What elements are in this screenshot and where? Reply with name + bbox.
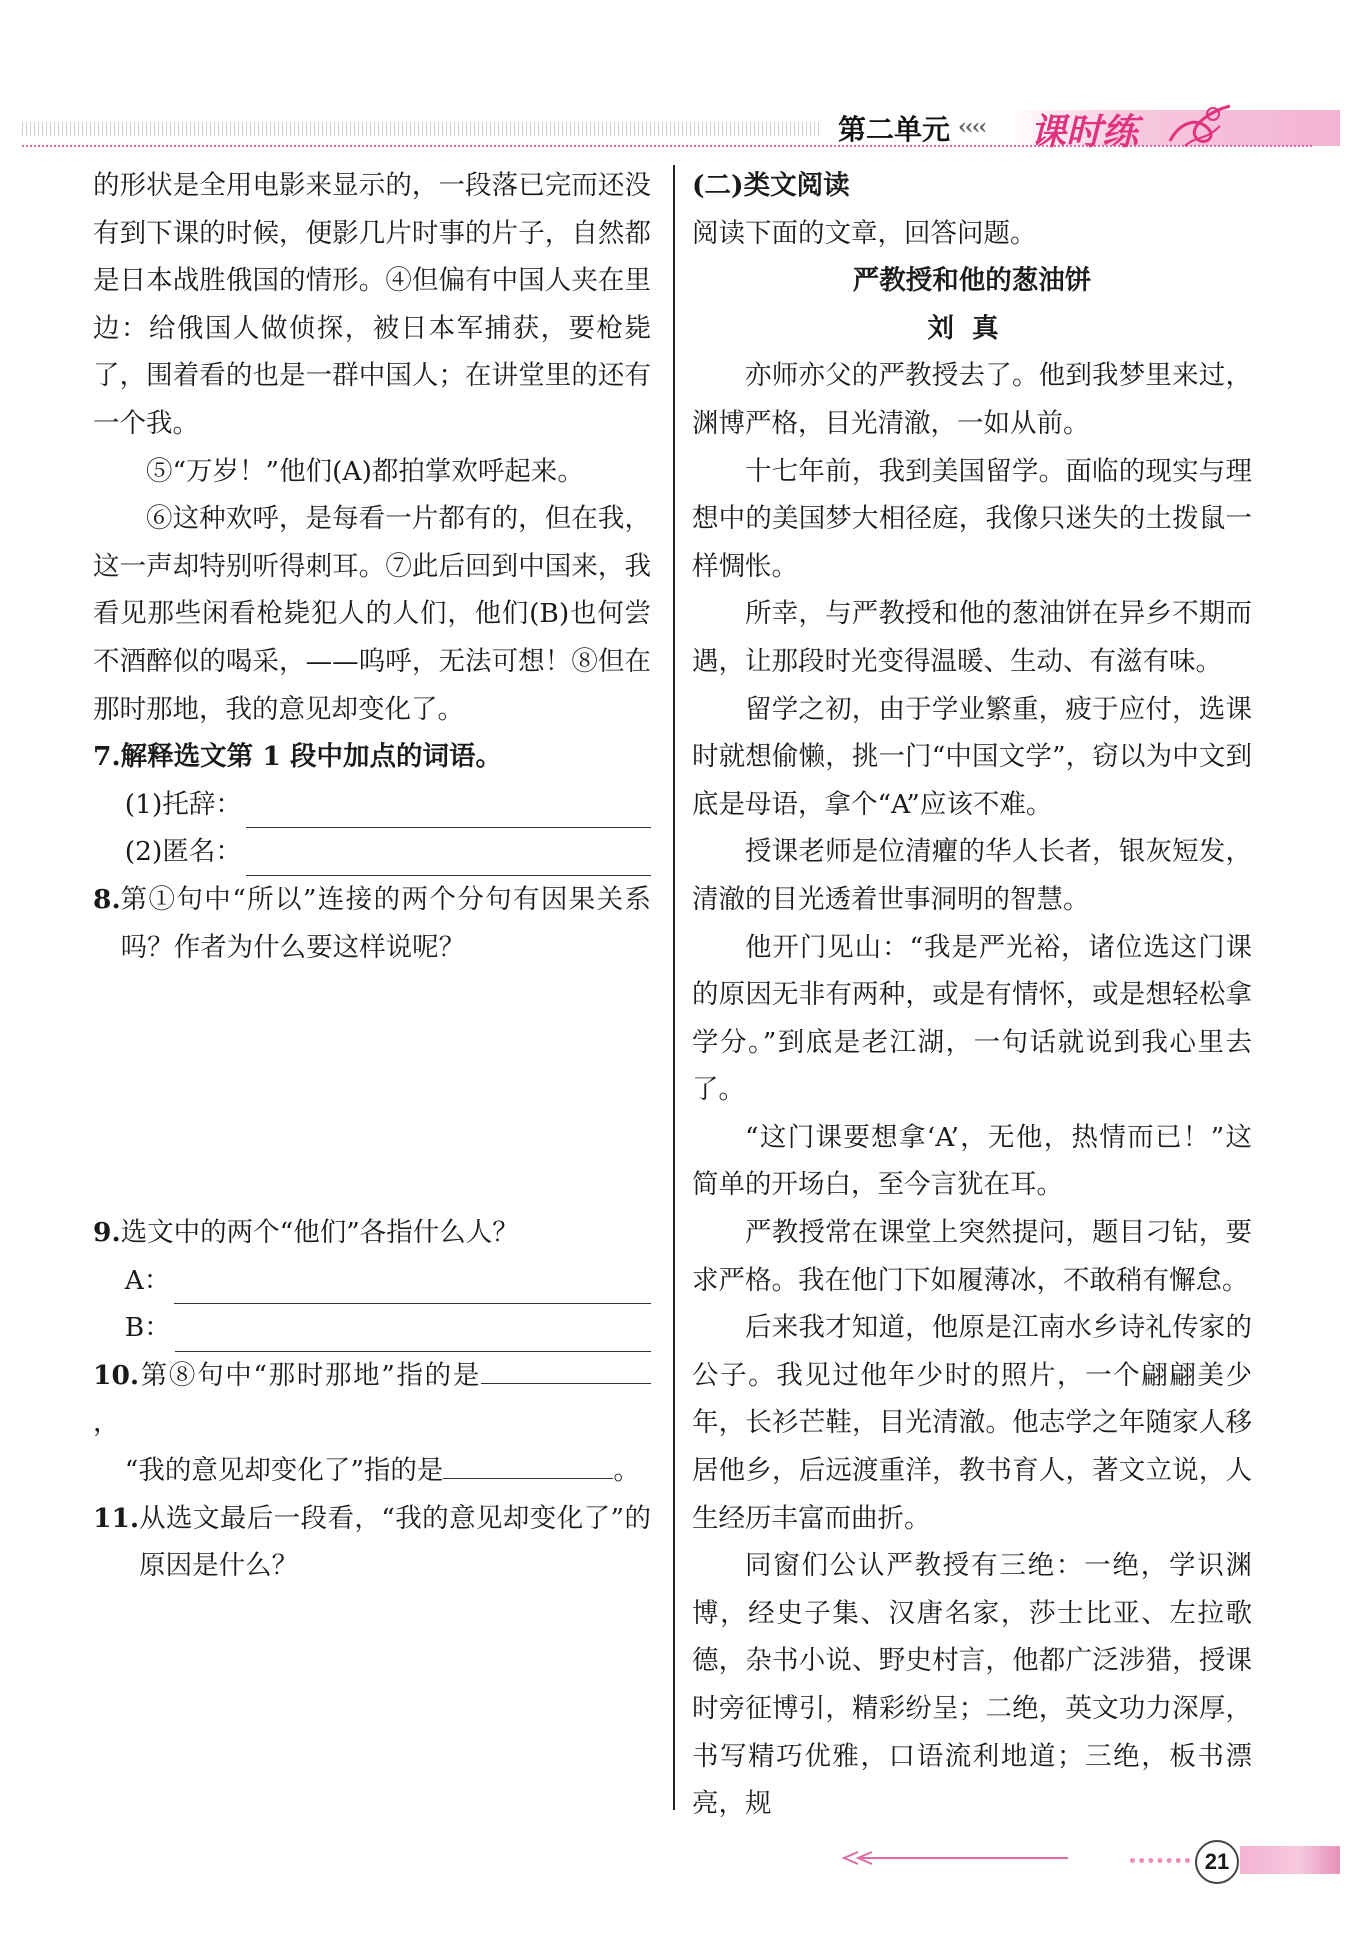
article-paragraph: 他开门见山：“我是严光裕，诸位选这门课的原因无非有两种，或是有情怀，或是想轻松拿学分。”到底是老江湖，一句话就说到我心里去了。 [692, 931, 1252, 1106]
article-paragraph: 后来我才知道，他原是江南水乡诗礼传家的公子。我见过他年少时的照片，一个翩翩美少年，长衫芒鞋，目光清澈。他志学之年随家人移居他乡，后远渡重洋，教书育人，著文立说，人生经历丰富而曲折。 [692, 1312, 1252, 1534]
answer-label: A： [124, 1264, 171, 1296]
article-paragraph: 严教授常在课堂上突然提问，题目刁钻，要求严格。我在他门下如履薄冰，不敢稍有懈怠。 [692, 1217, 1252, 1296]
article-paragraph: 所幸，与严教授和他的葱油饼在异乡不期而遇，让那段时光变得温暖、生动、有滋有味。 [692, 598, 1252, 677]
answer-blank[interactable] [481, 1353, 651, 1384]
question-9: 9.选文中的两个“他们”各指什么人？ [93, 1217, 519, 1249]
answer-row [93, 1304, 651, 1352]
answer-row [93, 1257, 651, 1305]
answer-blank[interactable] [443, 1448, 613, 1479]
arrow-left-icon [838, 1848, 1068, 1868]
footer-pink-band [1240, 1846, 1340, 1874]
question-11: 11. 从选文最后一段看，“我的意见却变化了”的原因是什么？ [93, 1502, 651, 1582]
passage-paragraph: ⑤“万岁！”他们(A)都拍掌欢呼起来。 [146, 455, 584, 487]
article-paragraph: 十七年前，我到美国留学。面临的现实与理想中的美国梦大相径庭，我像只迷失的土拨鼠一样惆怅。 [692, 455, 1252, 582]
brand-title: 课时练 [1030, 111, 1139, 153]
answer-line[interactable] [246, 789, 651, 828]
section-title: (二)类文阅读 [692, 170, 850, 201]
unit-title: 第二单元 [838, 113, 951, 146]
footer-dots [1130, 1858, 1190, 1863]
page-number: 21 [1195, 1840, 1239, 1884]
article-paragraph: 亦师亦父的严教授去了。他到我梦里来过，渊博严格，目光清澈，一如从前。 [692, 360, 1252, 439]
answer-row [93, 828, 651, 876]
answer-space[interactable] [93, 971, 651, 1209]
answer-row [93, 781, 651, 829]
question-10-line2: “我的意见却变化了”指的是 。 [93, 1447, 651, 1495]
header-hatch-decoration [22, 122, 822, 136]
article-paragraph: 授课老师是位清癯的华人长者，银灰短发，清澈的目光透着世事洞明的智慧。 [692, 836, 1252, 915]
question-10: 10.第⑧句中“那时那地”指的是， [93, 1352, 651, 1447]
answer-line[interactable] [174, 1265, 651, 1304]
left-column [93, 162, 651, 1590]
question-7: 7.解释选文第 1 段中加点的词语。 [93, 741, 503, 773]
passage-paragraph: ⑥这种欢呼，是每看一片都有的，但在我，这一声却特别听得刺耳。⑦此后回到中国来，我看见那些闲看枪毙犯人的人们，他们(B)也何尝不酒醉似的喝采，——呜呼，无法可想！⑧但在那时那地，我的意见却变化了。 [93, 503, 651, 725]
answer-line[interactable] [246, 837, 651, 876]
article-paragraph: “这门课要想拿‘A’，无他，热情而已！”这简单的开场白，至今言犹在耳。 [692, 1121, 1252, 1201]
right-column [692, 162, 1252, 1828]
answer-label: (1)托辞： [124, 788, 242, 820]
article-paragraph: 同窗们公认严教授有三绝：一绝，学识渊博，经史子集、汉唐名家，莎士比亚、左拉歌德，杂书小说、野史村言，他都广泛涉猎，授课时旁征博引，精彩纷呈；二绝，英文功力深厚，书写精巧优雅，口语流利地道；三绝，板书漂亮，规 [692, 1550, 1252, 1820]
article-title: 严教授和他的葱油饼 [852, 265, 1092, 297]
article-paragraph: 留学之初，由于学业繁重，疲于应付，选课时就想偷懒，挑一门“中国文学”，窃以为中文到底是母语，拿个“A”应该不难。 [692, 693, 1252, 820]
passage-paragraph: 的形状是全用电影来显示的，一段落已完而还没有到下课的时候，便影几片时事的片子，自然都是日本战胜俄国的情形。④但偏有中国人夹在里边：给俄国人做侦探，被日本军捕获，要枪毙了，围着看的也是一群中国人；在讲堂里的还有一个我。 [93, 170, 651, 439]
instruction: 阅读下面的文章，回答问题。 [692, 217, 1037, 249]
chevron-left-icon: ‹‹‹‹ [958, 114, 986, 140]
article-author: 刘真 [927, 312, 1017, 344]
column-divider [673, 165, 675, 1810]
question-8: 8. 第①句中“所以”连接的两个分句有因果关系吗？作者为什么要这样说呢？ [93, 883, 651, 963]
answer-label: B： [124, 1312, 171, 1344]
answer-label: (2)匿名： [124, 836, 242, 868]
answer-line[interactable] [175, 1313, 651, 1352]
swirl-decoration-icon [1165, 96, 1235, 156]
